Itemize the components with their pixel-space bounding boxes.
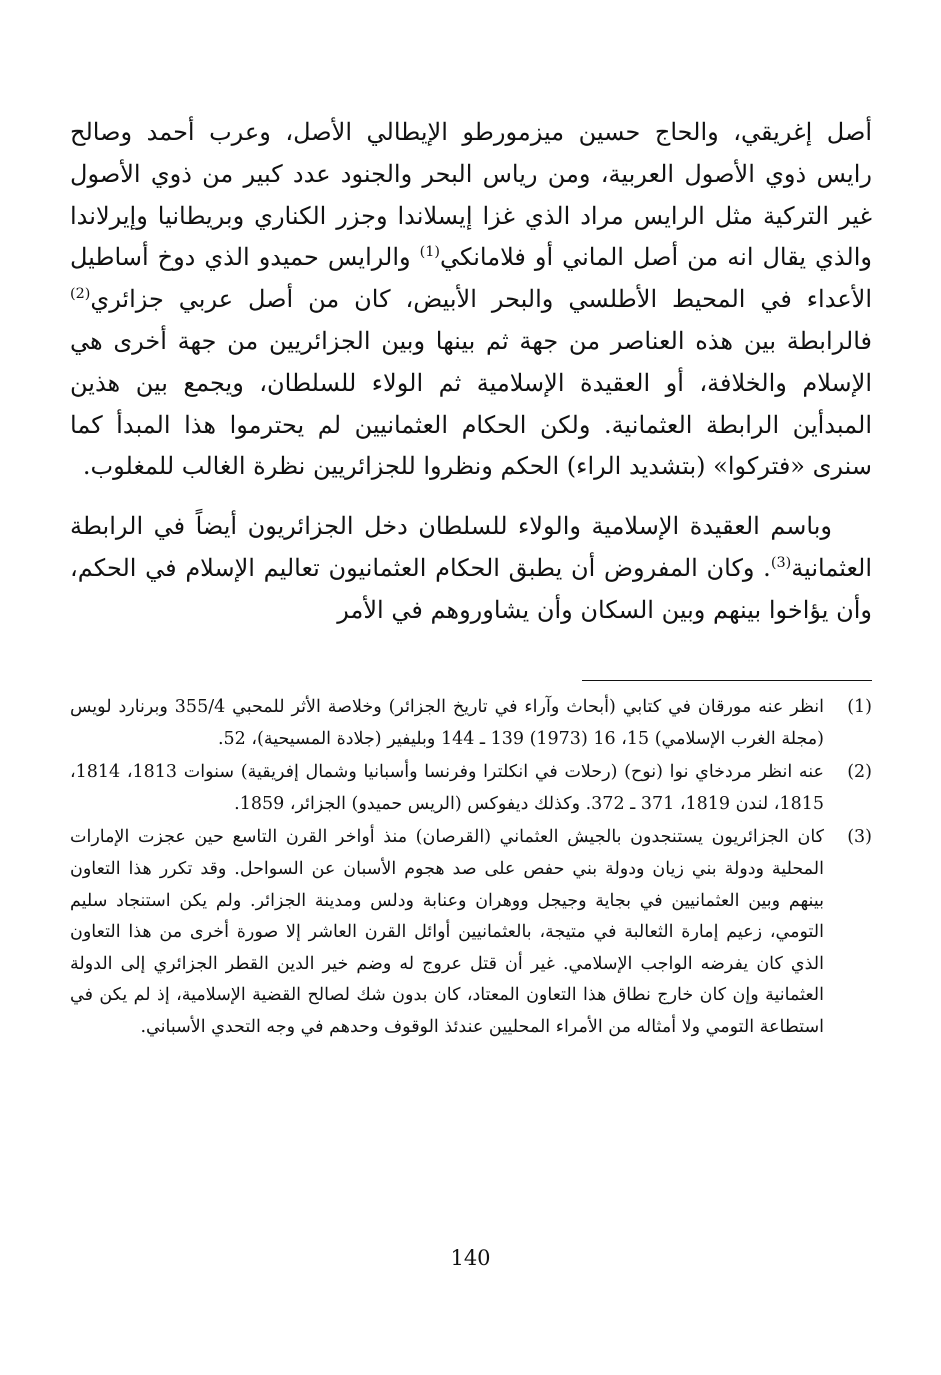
paragraph-1-part-3: فالرابطة بين هذه العناصر من جهة ثم بينها وبين الجزائريين من جهة أخرى هي الإسلام والخلافة، أو العقيدة الإسلامية ثم الولاء للسلطان، ويجمع بين هذين المبدأين الرابطة العثمانية. ولكن الحكام العثمانيين لم يحترموا هذا المبدأ كما سنرى «فتركوا» (بتشديد الراء) الحكم ونظروا للجزائريين نظرة الغالب للمغلوب. — [70, 326, 872, 481]
paragraph-1-part-1: أصل إغريقي، والحاج حسين ميزمورطو الإيطالي الأصل، وعرب أحمد وصالح رايس ذوي الأصول العربية، ومن رياس البحر والجنود عدد كبير من ذوي الأصول غير التركية مثل الرايس مراد الذي غزا إيسلاندا وجزر الكناري وبريطانيا وإيرلاندا والذي يقال انه من أصل الماني أو فلامانكي — [70, 118, 872, 272]
footnote-number: (1) — [847, 697, 872, 717]
paragraph-2-part-2: . وكان المفروض أن يطبق الحكام العثمانيون تعاليم الإسلام في الحكم، وأن يؤاخوا بينهم وبين السكان وأن يشاوروهم في الأمر — [70, 553, 872, 624]
paragraph-2 — [70, 506, 872, 631]
footnotes — [70, 692, 872, 1046]
footnote-2 — [70, 757, 872, 820]
footnote-3 — [70, 822, 872, 1043]
paragraph-1-part-2: والرايس حميدو الذي دوخ أساطيل الأعداء في المحيط الأطلسي والبحر الأبيض، كان من أصل عربي جزائري — [70, 243, 872, 314]
footnote-number: (3) — [847, 827, 872, 848]
main-text — [70, 112, 872, 632]
footnote-ref-2: (2) — [70, 286, 91, 303]
footnote-ref-1: (1) — [419, 244, 440, 261]
footnote-number: (2) — [847, 762, 872, 783]
footnote-separator — [582, 680, 872, 681]
footnote-text: عنه انظر مردخاي نوا (نوح) (رحلات في انكلترا وفرنسا وأسبانيا وشمال إفريقية) سنوات 1813، 1814، 1815، لندن 1819، 371 ـ 372. وكذلك ديفوكس (الريس حميدو) الجزائر، 1859. — [70, 762, 824, 814]
paragraph-1 — [70, 112, 872, 488]
footnote-ref-3: (3) — [770, 554, 792, 571]
paragraph-2-part-1: وباسم العقيدة الإسلامية والولاء للسلطان دخل الجزائريون أيضاً في الرابطة العثمانية — [70, 512, 872, 582]
footnote-text: كان الجزائريون يستنجدون بالجيش العثماني (القرصان) منذ أواخر القرن التاسع حين عجزت الإمارات المحلية ودولة بني زيان ودولة بني حفص على صد هجوم الأسبان عن السواحل. وقد تكرر هذا التعاون بينهم وبين العثمانيين في بجاية وجيجل ووهران وعنابة ودلس ومدينة الجزائر. ولم يكن استنجاد سليم التومي، زعيم إمارة الثعالبة في متيجة، بالعثمانيين أوائل القرن العاشر إلا صورة أخرى من هذا التعاون الذي كان يفرضه الواجب الإسلامي. غير أن قتل عروج له وضم خير الدين القطر الجزائري إلى الدولة العثمانية وإن كان خارج نطاق هذا التعاون المعتاد، كان بدون شك لصالح القضية الإسلامية، إذ لم يكن في استطاعة التومي ولا أمثاله من الأمراء المحليين عندئذ الوقوف وحدهم في وجه التحدي الأسباني. — [70, 827, 824, 1037]
page-number: 140 — [450, 1246, 491, 1270]
footnote-text: انظر عنه مورقان في كتابي (أبحاث وآراء في تاريخ الجزائر) وخلاصة الأثر للمحبي 355/4 وبرنارد لويس (مجلة الغرب الإسلامي) 15، 16 (1973) 139 ـ 144 وبليفير (جلادة المسيحية)، 52. — [70, 697, 825, 749]
footnote-1 — [70, 692, 872, 755]
